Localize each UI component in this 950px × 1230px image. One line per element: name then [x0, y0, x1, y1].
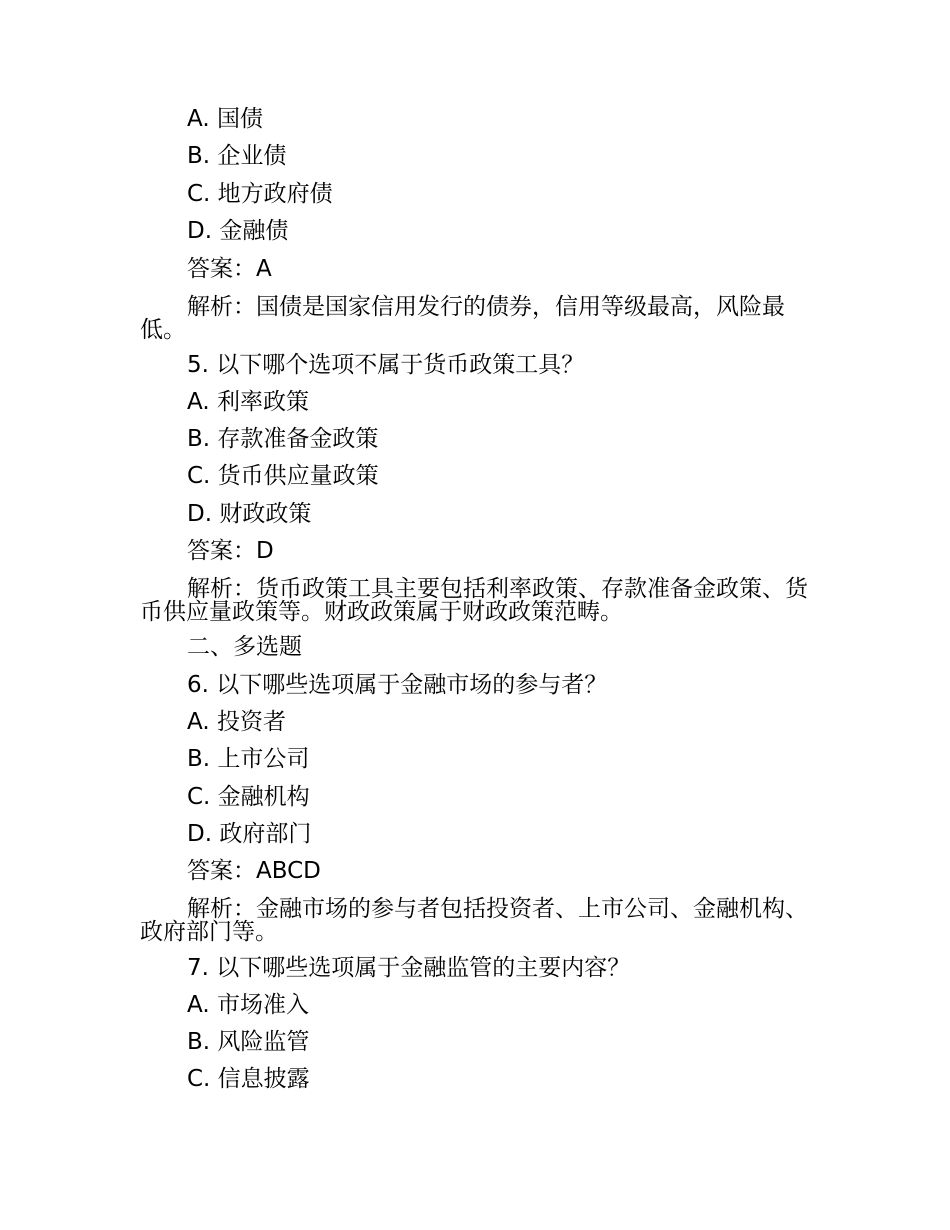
- q6-answer: 答案：ABCD: [187, 858, 321, 884]
- q5-question: 5. 以下哪个选项不属于货币政策工具？: [187, 352, 585, 378]
- q5-explanation: 解析：货币政策工具主要包括利率政策、存款准备金政策、货币供应量政策等。财政政策属于财政政策范畴。: [140, 576, 808, 625]
- q4-explanation: 解析：国债是国家信用发行的债券，信用等级最高，风险最低。: [140, 294, 785, 343]
- q5-option-d: D. 财政政策: [187, 501, 312, 527]
- q7-option-c: C. 信息披露: [187, 1066, 310, 1092]
- q4-answer: 答案：A: [187, 256, 272, 282]
- q4-option-a: A. 国债: [187, 106, 263, 132]
- q5-option-c: C. 货币供应量政策: [187, 463, 379, 489]
- q6-option-a: A. 投资者: [187, 709, 286, 735]
- q6-explanation: 解析：金融市场的参与者包括投资者、上市公司、金融机构、政府部门等。: [140, 896, 808, 945]
- q4-option-c: C. 地方政府债: [187, 181, 333, 207]
- q4-option-b: B. 企业债: [187, 143, 287, 169]
- q6-option-b: B. 上市公司: [187, 746, 310, 772]
- q7-option-a: A. 市场准入: [187, 992, 309, 1018]
- q5-answer: 答案：D: [187, 538, 274, 564]
- q7-option-b: B. 风险监管: [187, 1029, 310, 1055]
- q4-option-d: D. 金融债: [187, 218, 289, 244]
- q6-option-d: D. 政府部门: [187, 821, 312, 847]
- q5-option-b: B. 存款准备金政策: [187, 426, 379, 452]
- q5-option-a: A. 利率政策: [187, 389, 309, 415]
- q7-question: 7. 以下哪些选项属于金融监管的主要内容？: [187, 955, 631, 981]
- section-heading-multiple-choice: 二、多选题: [187, 634, 302, 660]
- q6-question: 6. 以下哪些选项属于金融市场的参与者？: [187, 672, 608, 698]
- q6-option-c: C. 金融机构: [187, 784, 310, 810]
